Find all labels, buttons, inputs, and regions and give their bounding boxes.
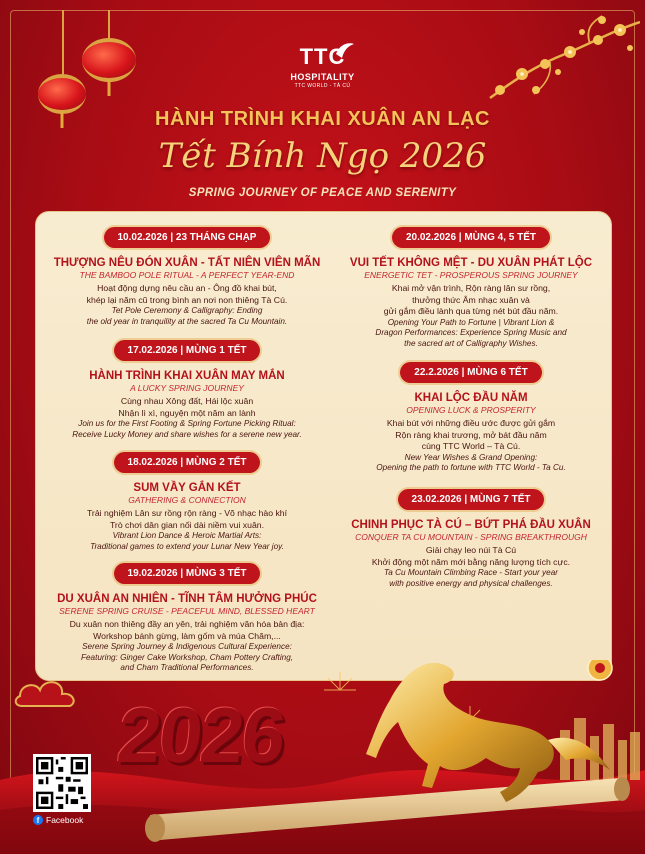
event-desc-en [336,453,606,474]
desc-line: Trò chơi dân gian nối dài niềm vui xuân. [109,519,265,530]
desc-line: Workshop bánh gừng, làm gốm và múa Chăm,... [93,630,281,641]
desc-line: Receive Lucky Money and share wishes for a serene new year. [72,429,302,439]
date-pill: 18.02.2026 | MÙNG 2 TẾT [114,452,261,473]
event-desc-vi [336,283,606,318]
brand-name: HOSPITALITY [290,72,355,82]
desc-line: Serene Spring Journey & Indigenous Cultural Experience: [82,642,292,651]
event-card [336,489,606,589]
event-card [44,563,330,674]
desc-line: Hoạt động dựng nêu cầu an - Ông đồ khai bút, [97,283,277,293]
desc-line: Opening the path to fortune with TTC World - Ta Cu. [376,463,566,472]
event-card [336,227,606,349]
event-desc-en [336,318,606,350]
event-card [44,227,330,327]
event-title: SUM VẦY GẮN KẾT [133,482,241,494]
facebook-icon: f [33,815,43,825]
event-title: THƯỢNG NÊU ĐÓN XUÂN - TẤT NIÊN VIÊN MÃN [53,257,321,269]
desc-line: gửi gắm điều lành qua từng nét bút đầu năm. [383,306,559,316]
event-title: HÀNH TRÌNH KHAI XUÂN MAY MẮN [89,370,285,382]
desc-line: and Cham Traditional Performances. [120,663,254,672]
desc-line: Ta Cu Mountain Climbing Race - Start your year [384,568,558,577]
event-card [44,452,330,552]
desc-line: Rộn ràng khai trương, mở bát đầu năm [395,429,547,440]
event-title: CHINH PHỤC TÀ CÚ – BỨT PHÁ ĐẦU XUÂN [351,519,591,531]
desc-line: Tet Pole Ceremony & Calligraphy: Ending [111,306,263,315]
event-title: KHAI LỘC ĐẦU NĂM [414,392,528,404]
brand-sub: TTC WORLD - TÀ CÚ [294,83,351,89]
event-desc-vi [336,545,606,568]
date-pill: 22.2.2026 | MÙNG 6 TẾT [400,362,541,383]
desc-line: the old year in tranquility at the sacred Ta Cu Mountain. [86,316,288,326]
event-desc-vi [44,396,330,419]
qr-code[interactable] [33,754,91,812]
desc-line: Vibrant Lion Dance & Heroic Martial Arts: [112,531,262,540]
page-title: HÀNH TRÌNH KHAI XUÂN AN LẠC [155,108,490,130]
event-subtitle: CONQUER TA CU MOUNTAIN - SPRING BREAKTHROUGH [355,532,587,542]
event-desc-vi [44,508,330,531]
desc-line: with positive energy and physical challenges. [389,578,553,588]
page-subtitle: SPRING JOURNEY OF PEACE AND SERENITY [188,187,457,199]
date-pill: 23.02.2026 | MÙNG 7 TẾT [398,489,545,510]
desc-line: Opening Your Path to Fortune | Vibrant Lion & [387,317,555,327]
date-pill: 19.02.2026 | MÙNG 3 TẾT [114,563,261,584]
desc-line: Khởi động một năm mới bằng năng lượng tích cực. [371,556,571,567]
desc-line: khép lại năm cũ trong bình an nơi non thiêng Tà Cú. [86,294,288,305]
event-desc-vi [44,619,330,642]
desc-line: Giải chạy leo núi Tà Cú [425,545,517,555]
date-pill: 10.02.2026 | 23 THÁNG CHẠP [104,227,271,248]
event-desc-vi [336,418,606,453]
date-pill: 17.02.2026 | MÙNG 1 TẾT [114,340,261,361]
desc-line: Featuring: Ginger Cake Workshop, Cham Pottery Crafting, [80,652,294,662]
event-title: VUI TẾT KHÔNG MỆT - DU XUÂN PHÁT LỘC [349,257,593,269]
desc-line: thưởng thức Âm nhạc xuân và [412,294,530,305]
desc-line: Dragon Performances: Experience Spring Music and [375,328,567,337]
event-subtitle: SERENE SPRING CRUISE - PEACEFUL MIND, BLESSED HEART [59,606,315,616]
event-card [44,340,330,440]
event-subtitle: A LUCKY SPRING JOURNEY [130,383,244,393]
date-pill: 20.02.2026 | MÙNG 4, 5 TẾT [392,227,550,248]
desc-line: Join us for the First Footing & Spring Fortune Picking Ritual: [78,419,296,428]
qr-code-icon [36,757,88,809]
desc-line: Nhận lì xì, nguyện một năm an lành [118,407,256,418]
bottom-scene [0,660,645,854]
facebook-label: Facebook [46,815,84,825]
event-desc-en [44,419,330,440]
event-title: DU XUÂN AN NHIÊN - TĨNH TÂM HƯỞNG PHÚC [57,593,317,605]
desc-line: Khai mở vận trình, Rộn ràng lân sư rồng, [391,283,551,293]
desc-line: Trải nghiệm Lân sư rồng rộn ràng - Võ nhạc hào khí [86,508,288,518]
event-desc-en [44,306,330,327]
event-desc-vi [44,283,330,306]
script-title: Tết Bính Ngọ 2026 [158,136,487,176]
desc-line: Traditional games to extend your Lunar New Year joy. [90,541,284,551]
desc-line: the sacred art of Calligraphy Wishes. [404,338,538,348]
event-subtitle: ENERGETIC TET - PROSPEROUS SPRING JOURNEY [364,270,578,280]
desc-line: cùng TTC World – Tà Cú. [421,441,521,451]
lantern-string [108,10,110,40]
desc-line: New Year Wishes & Grand Opening: [404,452,538,462]
desc-line: Du xuân non thiêng đầy an yên, trải nghiệm văn hóa bản địa: [69,619,305,629]
facebook-link[interactable] [33,815,83,825]
desc-line: Khai bút với những điều ước được gửi gắm [386,418,556,428]
event-desc-en [336,568,606,589]
event-subtitle: OPENING LUCK & PROSPERITY [406,405,536,415]
big-year-text: 2026 [113,691,289,779]
right-column [336,212,606,682]
event-subtitle: THE BAMBOO POLE RITUAL - A PERFECT YEAR-END [79,270,295,280]
schedule-panel [35,211,612,681]
desc-line: Cùng nhau Xông đất, Hái lộc xuân [120,396,254,406]
event-desc-en [44,531,330,552]
event-subtitle: GATHERING & CONNECTION [128,495,246,505]
left-column [44,212,330,682]
event-card [336,362,606,474]
brand-logo-text: TTC [299,44,346,69]
